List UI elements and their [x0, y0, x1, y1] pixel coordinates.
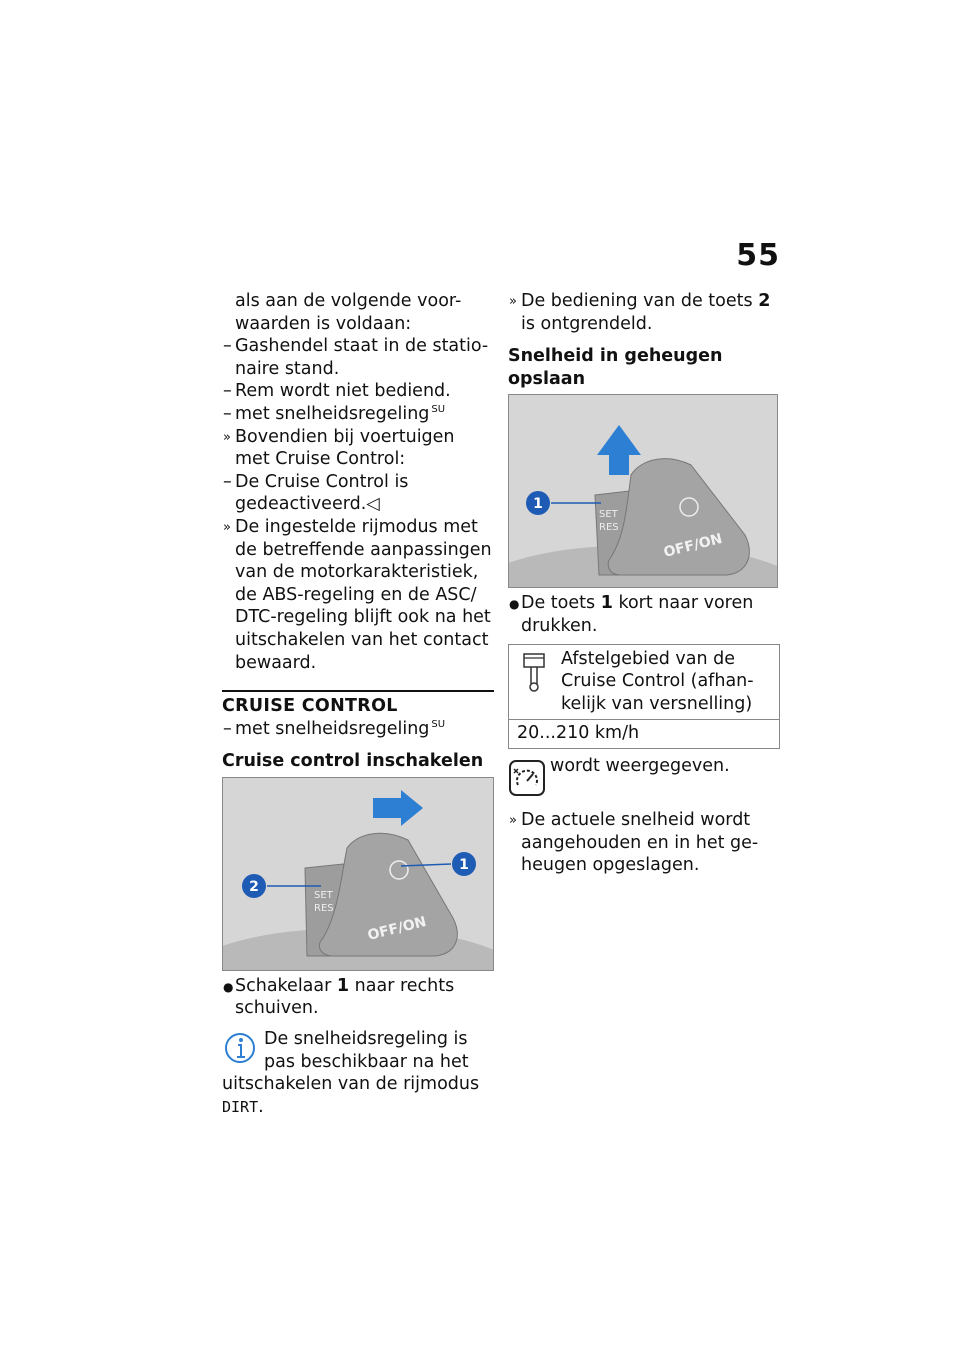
spec-value: 20...210 km/h [517, 723, 640, 744]
result-item: » De ingestelde rijmodus met de betreffende aanpassingen van de motorkarakteristiek, de ABS-regeling en de ASC/ DTC-regeling blijft ook na het uitschakelen van het contact bewaard. [223, 516, 492, 673]
info-note: De snelheidsregeling is pas beschikbaar na het uitschakelen van de rijmodus DIRT. [222, 1029, 480, 1117]
condition-item: – De Cruise Control is gedeactiveerd.◁ [223, 471, 409, 515]
subheading: Cruise control inschakelen [222, 751, 484, 772]
display-indicator-row: wordt weergegeven. [508, 755, 780, 797]
result-arrow-icon: » [509, 294, 517, 309]
spec-table [508, 644, 780, 749]
left-column [222, 290, 494, 1118]
dash-marker: – [223, 336, 232, 357]
section-divider [222, 690, 494, 692]
dash-marker: – [223, 718, 232, 739]
result-arrow-icon: » [509, 812, 517, 828]
svg-text:RES: RES [599, 522, 619, 534]
su-superscript: SU [431, 718, 446, 730]
page-number: 55 [736, 238, 780, 273]
switch-slide-right-figure [222, 777, 494, 971]
engine-piston-icon [519, 650, 549, 694]
dash-marker: – [223, 471, 232, 492]
result-item: » De actuele snelheid wordt aangehouden en in het ge-heugen opgeslagen. [509, 809, 759, 876]
svg-text:2: 2 [249, 878, 259, 895]
result-arrow-icon: » [223, 429, 231, 445]
result-arrow-icon: » [223, 519, 231, 535]
bullet-marker: ● [509, 597, 520, 612]
svg-text:SET: SET [314, 889, 333, 901]
intro-text: als aan de volgende voor-waarden is voldaan: [235, 291, 462, 334]
condition-item: – met snelheidsregeling $^{SU}$ [223, 403, 446, 424]
condition-item: – Gashendel staat in de statio-naire stand. [223, 336, 489, 379]
condition-item: – Rem wordt niet bediend. [223, 381, 451, 402]
svg-text:RES: RES [314, 902, 334, 914]
spec-label-row: Afstelgebied van de Cruise Control (afhan-kelijk van versnelling) [509, 645, 779, 721]
svg-text:OFF/ON: OFF/ON [366, 913, 428, 944]
info-icon [224, 1030, 256, 1066]
svg-text:1: 1 [459, 856, 469, 873]
right-column [508, 290, 780, 877]
cruise-control-indicator-icon [508, 759, 546, 797]
result-item: » De bediening van de toets 2 is ontgrendeld. [509, 291, 771, 334]
switch-push-forward-figure [508, 394, 778, 588]
svg-text:SET: SET [599, 509, 618, 521]
bullet-marker: ● [223, 979, 234, 994]
dash-marker: – [223, 403, 232, 424]
result-item: » Bovendien bij voertuigen met Cruise Control: [223, 426, 455, 470]
svg-text:OFF/ON: OFF/ON [662, 531, 724, 562]
svg-text:1: 1 [533, 496, 543, 513]
subheading: Snelheid in geheugen opslaan [508, 346, 723, 389]
step-item: ● De toets 1 kort naar voren drukken. [509, 593, 754, 636]
dash-marker: – [223, 381, 232, 402]
step-item: ● Schakelaar 1 naar rechts schuiven. [223, 975, 455, 1019]
section-title: CRUISE CONTROL [222, 696, 398, 717]
condition-item: – met snelheidsregeling $^{SU}$ [223, 718, 446, 739]
su-superscript: SU [431, 403, 446, 415]
